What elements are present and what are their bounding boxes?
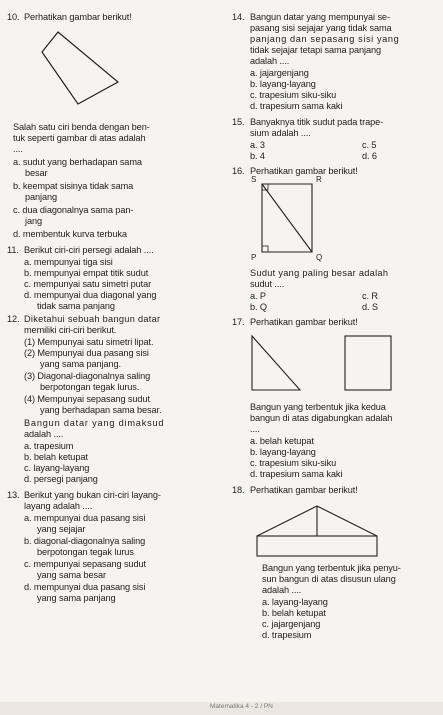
- q14-option-d: d. trapesium sama kaki: [250, 101, 343, 111]
- q13-option-a-cont: yang sejajar: [37, 524, 86, 534]
- q13-option-b: b. diagonal-diagonalnya saling: [24, 536, 146, 546]
- q12-option-d: d. persegi panjang: [24, 474, 98, 484]
- q12-item-2-cont: yang sama panjang.: [40, 359, 121, 369]
- footer-label: Matematika 4 - 2 / PN: [210, 703, 273, 710]
- q14-text-1: Bangun datar yang mempunyai se-: [250, 12, 390, 22]
- q17-option-d: d. trapesium sama kaki: [250, 469, 343, 479]
- q10-option-a: a. sudut yang berhadapan sama: [13, 157, 142, 167]
- q12-item-3-cont: berpotongan tegak lurus.: [40, 382, 140, 392]
- q16-number: 16.: [232, 166, 245, 176]
- q12-number: 12.: [7, 314, 20, 324]
- q18-number: 18.: [232, 485, 245, 495]
- q12-item-1: (1) Mempunyai satu simetri lipat.: [24, 337, 154, 347]
- q12-text-2: memiliki ciri-ciri berikut.: [24, 325, 117, 335]
- q11-option-c: c. mempunyai satu simetri putar: [24, 279, 152, 289]
- q18-option-d: d. trapesium: [262, 630, 312, 640]
- q16-stem: Perhatikan gambar berikut!: [250, 166, 358, 176]
- q12-item-4: (4) Mempunyai sepasang sudut: [24, 394, 150, 404]
- q13-option-d: d. mempunyai dua pasang sisi: [24, 582, 146, 592]
- q13-number: 13.: [7, 490, 20, 500]
- q16-text-2: sudut ....: [250, 279, 285, 289]
- q13-option-b-cont: berpotongan tegak lurus: [37, 547, 134, 557]
- q11-number: 11.: [7, 245, 19, 255]
- q17-shapes-figure: [250, 332, 440, 396]
- q17-option-a: a. belah ketupat: [250, 436, 314, 446]
- q17-text-1: Bangun yang terbentuk jika kedua: [250, 402, 386, 412]
- q15-number: 15.: [232, 117, 245, 127]
- q17-option-b: b. layang-layang: [250, 447, 316, 457]
- q16-label-r: R: [316, 175, 322, 184]
- q10-text-2: tuk seperti gambar di atas adalah: [13, 133, 146, 143]
- q12-text-1: Diketahui sebuah bangun datar: [24, 314, 161, 324]
- q11-option-d: d. mempunyai dua diagonal yang: [24, 290, 157, 300]
- q14-option-b: b. layang-layang: [250, 79, 316, 89]
- q14-text-3: panjang dan sepasang sisi yang: [250, 34, 400, 44]
- q17-number: 17.: [232, 317, 245, 327]
- q17-option-c: c. trapesium siku-siku: [250, 458, 337, 468]
- q16-label-s: S: [251, 175, 257, 184]
- q10-option-a-cont: besar: [25, 168, 48, 178]
- q18-option-a: a. layang-layang: [262, 597, 328, 607]
- q12-option-c: c. layang-layang: [24, 463, 90, 473]
- q11-stem: Berikut ciri-ciri persegi adalah ....: [24, 245, 154, 255]
- q10-stem: Perhatikan gambar berikut!: [24, 12, 132, 22]
- q16-label-p: P: [251, 253, 257, 262]
- q12-option-a: a. trapesium: [24, 441, 74, 451]
- q11-option-d-cont: tidak sama panjang: [37, 301, 115, 311]
- q12-item-4-cont: yang berhadapan sama besar.: [40, 405, 162, 415]
- q16-text-1: Sudut yang paling besar adalah: [250, 268, 389, 278]
- q15-option-a: a. 3: [250, 140, 265, 150]
- q10-option-c: c. dua diagonalnya sama pan-: [13, 205, 134, 215]
- q14-text-4: tidak sejajar tetapi sama panjang: [250, 45, 382, 55]
- q13-option-d-cont: yang sama panjang: [37, 593, 116, 603]
- q10-option-c-cont: jang: [25, 216, 42, 226]
- q13-text-1: Berikut yang bukan ciri-ciri layang-: [24, 490, 161, 500]
- q16-option-a: a. P: [250, 291, 266, 301]
- q17-text-3: ....: [250, 424, 260, 434]
- q16-trapezoid-figure: [250, 176, 370, 262]
- q18-text-3: adalah ....: [262, 585, 302, 595]
- q10-kite-figure: [40, 30, 140, 120]
- q11-option-b: b. mempunyai empat titik sudut: [24, 268, 149, 278]
- q10-text-1: Salah satu ciri benda dengan ben-: [13, 122, 150, 132]
- q11-option-a: a. mempunyai tiga sisi: [24, 257, 113, 267]
- q12-text-3: Bangun datar yang dimaksud: [24, 418, 165, 428]
- q14-option-a: a. jajargenjang: [250, 68, 309, 78]
- q18-stem: Perhatikan gambar berikut!: [250, 485, 358, 495]
- q10-option-b: b. keempat sisinya tidak sama: [13, 181, 134, 191]
- q17-text-2: bangun di atas digabungkan adalah: [250, 413, 393, 423]
- q13-text-2: layang adalah ....: [24, 501, 93, 511]
- q13-option-a: a. mempunyai dua pasang sisi: [24, 513, 146, 523]
- q15-text-1: Banyaknya titik sudut pada trape-: [250, 117, 384, 127]
- q10-text-3: ....: [13, 144, 23, 154]
- q16-label-q: Q: [316, 253, 323, 262]
- q16-option-d: d. S: [362, 302, 378, 312]
- q14-text-5: adalah ....: [250, 56, 290, 66]
- q18-shapes-figure: [255, 500, 405, 560]
- q16-option-b: b. Q: [250, 302, 267, 312]
- q18-option-b: b. belah ketupat: [262, 608, 326, 618]
- q18-option-c: c. jajargenjang: [262, 619, 321, 629]
- q10-option-b-cont: panjang: [25, 192, 57, 202]
- q15-option-d: d. 6: [362, 151, 377, 161]
- q15-option-c: c. 5: [362, 140, 377, 150]
- q17-stem: Perhatikan gambar berikut!: [250, 317, 358, 327]
- q10-number: 10.: [7, 12, 20, 22]
- q12-item-3: (3) Diagonal-diagonalnya saling: [24, 371, 151, 381]
- q15-option-b: b. 4: [250, 151, 265, 161]
- q14-option-c: c. trapesium siku-siku: [250, 90, 337, 100]
- q12-text-4: adalah ....: [24, 429, 64, 439]
- q10-option-d: d. membentuk kurva terbuka: [13, 229, 127, 239]
- q18-text-1: Bangun yang terbentuk jika penyu-: [262, 563, 401, 573]
- q16-option-c: c. R: [362, 291, 378, 301]
- q15-text-2: sium adalah ....: [250, 128, 311, 138]
- q14-text-2: pasang sisi sejajar yang tidak sama: [250, 23, 392, 33]
- q18-text-2: sun bangun di atas disusun ulang: [262, 574, 396, 584]
- q14-number: 14.: [232, 12, 245, 22]
- q13-option-c: c. mempunyai sepasang sudut: [24, 559, 146, 569]
- q12-option-b: b. belah ketupat: [24, 452, 88, 462]
- q13-option-c-cont: yang sama besar: [37, 570, 106, 580]
- q12-item-2: (2) Mempunyai dua pasang sisi: [24, 348, 149, 358]
